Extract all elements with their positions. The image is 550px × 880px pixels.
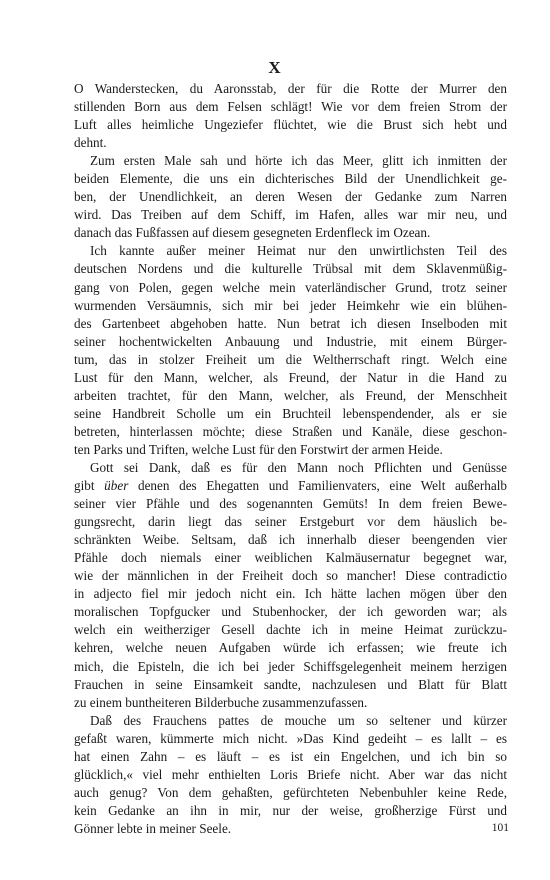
text-line: mich, die Episteln, die ich bei jeder Schiffsgelegenheit meinem herzigen [74, 658, 507, 674]
text-line: gefaßt waren, kümmerte mich nicht. »Das Kind gedeiht – es lallt – es [74, 730, 507, 746]
body-text [74, 80, 507, 838]
text-line: hat einen Zahn – es läuft – es ist ein Engelchen, und ich bin so [74, 748, 507, 764]
paragraph [74, 242, 507, 459]
text-line: Gönner lebte in meiner Seele. [74, 820, 232, 836]
text-line: O Wanderstecken, du Aaronsstab, der für die Rotte der Murrer den [74, 81, 507, 96]
text-line: ben, der Unendlichkeit, an deren Wesen der Gedanke zum Narren [74, 189, 507, 205]
text-line: ten Parks und Triften, welche Lust für den Forstwirt der armen Heide. [74, 441, 443, 457]
text-line: betreten, hinterlassen möchte; diese Straßen und Kanäle, diese geschon- [74, 423, 507, 439]
text-line: arbeiten trachtet, für den Mann, welcher, als Freund, der Menschheit [74, 387, 507, 403]
text-line: stillenden Born aus dem Felsen schlägt! Wie vor dem freien Strom der [74, 99, 507, 115]
text-line: Zum ersten Male sah und hörte ich das Meer, glitt ich inmitten der [90, 153, 507, 169]
text-line: kehren, welche neuen Aufgaben würde ich erfassen; wie freute ich [74, 640, 507, 656]
text-line: Daß des Frauchens pattes de mouche um so seltener und kürzer [90, 712, 507, 728]
text-line: zu einem buntheiteren Bilderbuche zusammenzufassen. [74, 694, 368, 710]
paragraph [74, 459, 507, 712]
paragraph [74, 712, 507, 838]
text-line: wie der männlichen in der Freiheit doch so mancher! Diese contradictio [74, 568, 507, 584]
text-line: in adjecto fiel mir jedoch nicht ein. Ich hätte lachen mögen über den [74, 586, 507, 602]
text-line: Ich kannte außer meiner Heimat nur den unwirtlichsten Teil des [90, 243, 507, 259]
text-line: wurmenden Versäumnis, sich mir bei jeder Heimkehr wie ein blühen- [74, 297, 507, 313]
text-line: gang von Polen, gegen welche mein vaterländischer Grund, trotz seiner [74, 279, 507, 295]
chapter-heading: X [268, 58, 282, 77]
text-line: Luft alles heimliche Ungeziefer flüchtet, wie die Brust sich hebt und [74, 117, 507, 133]
text-line: Lust für den Mann, welcher, als Freund, der Natur in die Hand zu [74, 369, 507, 385]
page-number: 101 [491, 822, 509, 834]
text-line: auch genug? Von dem gehaßten, gefürchteten Nebenbuhler keine Rede, [74, 784, 507, 800]
text-line: seiner vier Pfähle und des sogenannten Gemüts! In dem freien Bewe- [74, 496, 507, 512]
text-line: dehnt. [74, 135, 107, 151]
text-line: wird. Das Treiben auf dem Schiff, im Hafen, alles war mir neu, und [74, 207, 507, 223]
text-line: schränkten Weibe. Seltsam, daß ich innerhalb dieser beengenden vier [74, 532, 507, 548]
paragraph [74, 80, 507, 152]
paragraph [74, 152, 507, 242]
text-line: seiner hochentwickelten Anbauung und Industrie, mit einem Bürger- [74, 333, 507, 349]
emphasis: über [104, 478, 129, 494]
text-line: kein Gedanke an ihn in mir, nur der weise, großherzige Fürst und [74, 802, 507, 818]
text-line: gungsrecht, darin liegt das seiner Erstgeburt vor dem häuslich be- [74, 514, 507, 530]
text-line: Pfähle doch niemals einer weiblichen Kalmäusernatur begegnet war, [74, 550, 507, 566]
text-line: welch ein weitherziger Gesell dachte ich in meine Heimat zurückzu- [74, 622, 507, 638]
text-line: Gott sei Dank, daß es für den Mann noch Pflichten und Genüsse [90, 459, 507, 475]
text-line: seine Handbreit Scholle um ein Bruchteil lebenspendender, als er sie [74, 405, 507, 421]
text-line: deutschen Nordens und die kulturelle Trübsal mit dem Sklavenmüßig- [74, 261, 507, 277]
text-line: danach das Fußfassen auf diesem gesegneten Erdenfleck im Ozean. [74, 225, 431, 241]
text-line: gibt über denen des Ehegatten und Familienvaters, eine Welt außerhalb [74, 478, 507, 494]
text-line: moralischen Topfgucker und Stubenhocker, der ich geworden war; als [74, 604, 507, 620]
text-line: tum, das in stolzer Freiheit um die Weltherrschaft ringt. Welch eine [74, 351, 507, 367]
text-line: glücklich,« viel mehr enthielten Loris Briefe nicht. Aber war das nicht [74, 766, 507, 782]
text-line: Frauchen in seine Einsamkeit sandte, nachzulesen und Blatt für Blatt [74, 676, 507, 692]
text-line: des Gartenbeet abgehoben hatte. Nun betrat ich diesen Inselboden mit [74, 315, 507, 331]
text-line: beiden Elemente, die uns ein dichterisches Bild der Unendlichkeit ge- [74, 171, 507, 187]
